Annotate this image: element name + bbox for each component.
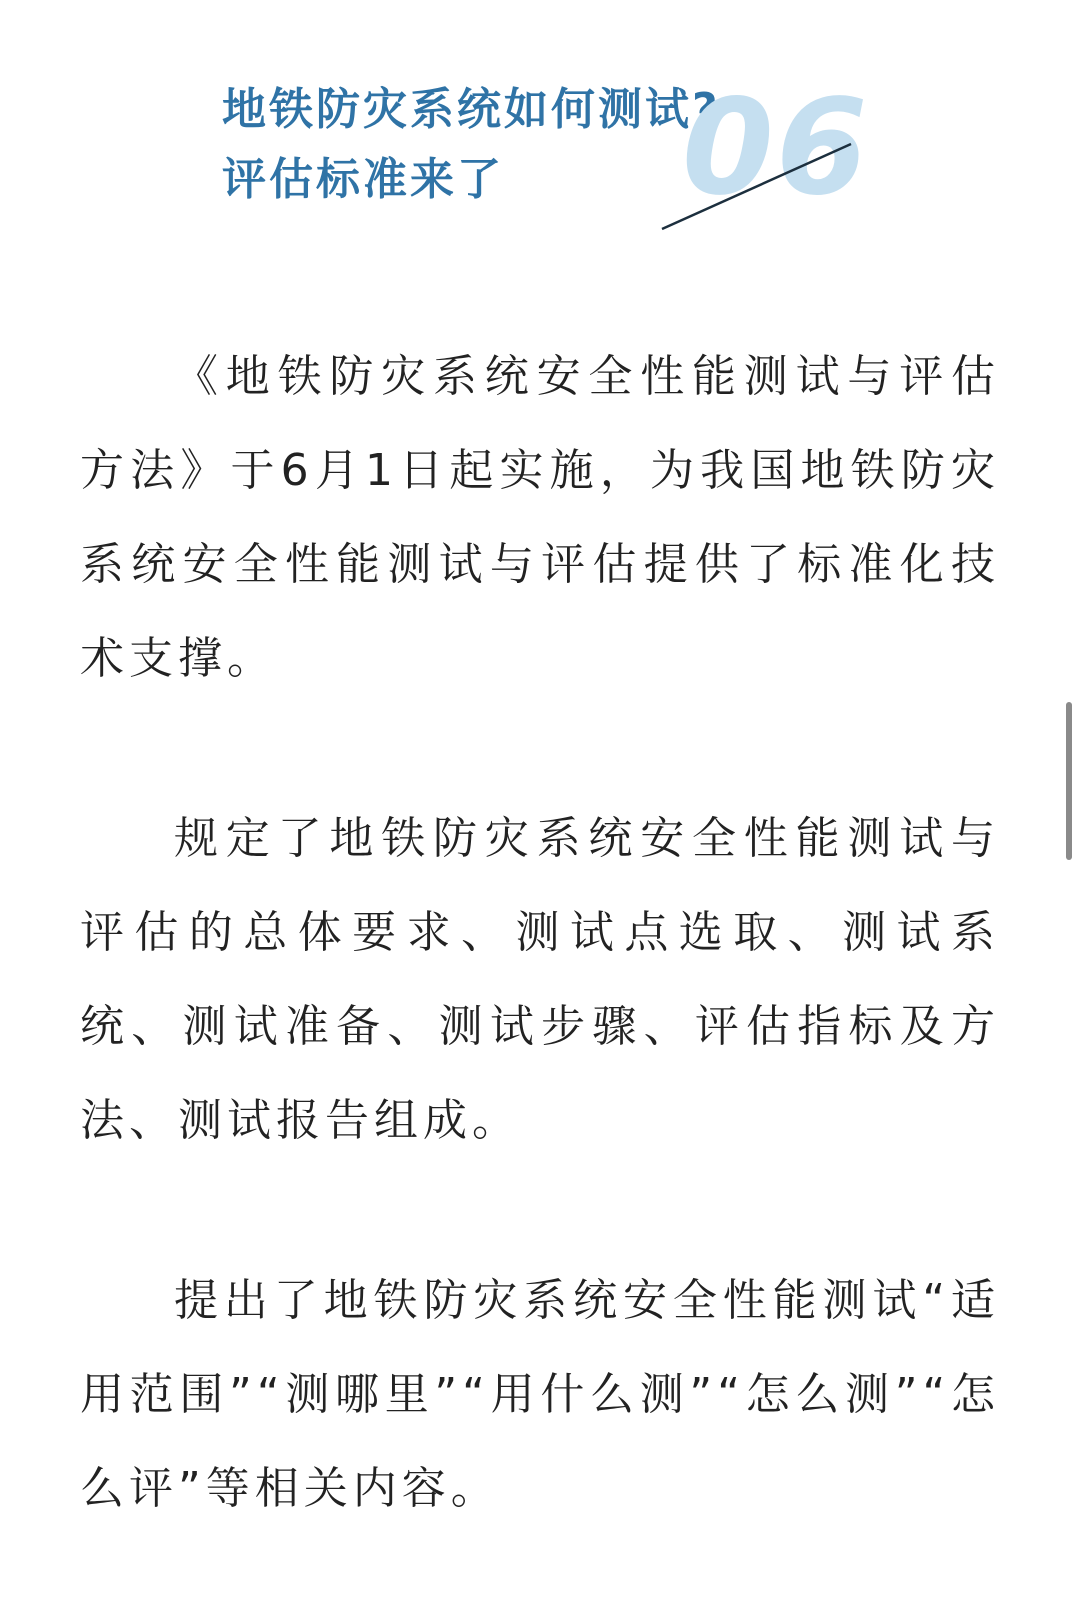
section-title-line-2: 评估标准来了 [222,154,504,205]
paragraph-scope: 规定了地铁防灾系统安全性能测试与评估的总体要求、测试点选取、测试系统、测试准备、测试步骤、评估指标及方法、测试报告组成。 [80,813,1000,1146]
section-header [0,0,1080,260]
decorative-slash-line [0,0,1080,260]
paragraph-implementation: 《地铁防灾系统安全性能测试与评估方法》于6月1日起实施，为我国地铁防灾系统安全性能测试与评估提供了标准化技术支撑。 [80,351,1000,684]
section-title-line-1: 地铁防灾系统如何测试? [222,84,721,135]
section-number: 06 [682,71,870,225]
paragraph-content: 提出了地铁防灾系统安全性能测试“适用范围”“测哪里”“用什么测”“怎么测”“怎么评”等相关内容。 [80,1275,1000,1514]
scrollbar-thumb[interactable] [1066,702,1072,860]
article-body [80,330,1000,1622]
